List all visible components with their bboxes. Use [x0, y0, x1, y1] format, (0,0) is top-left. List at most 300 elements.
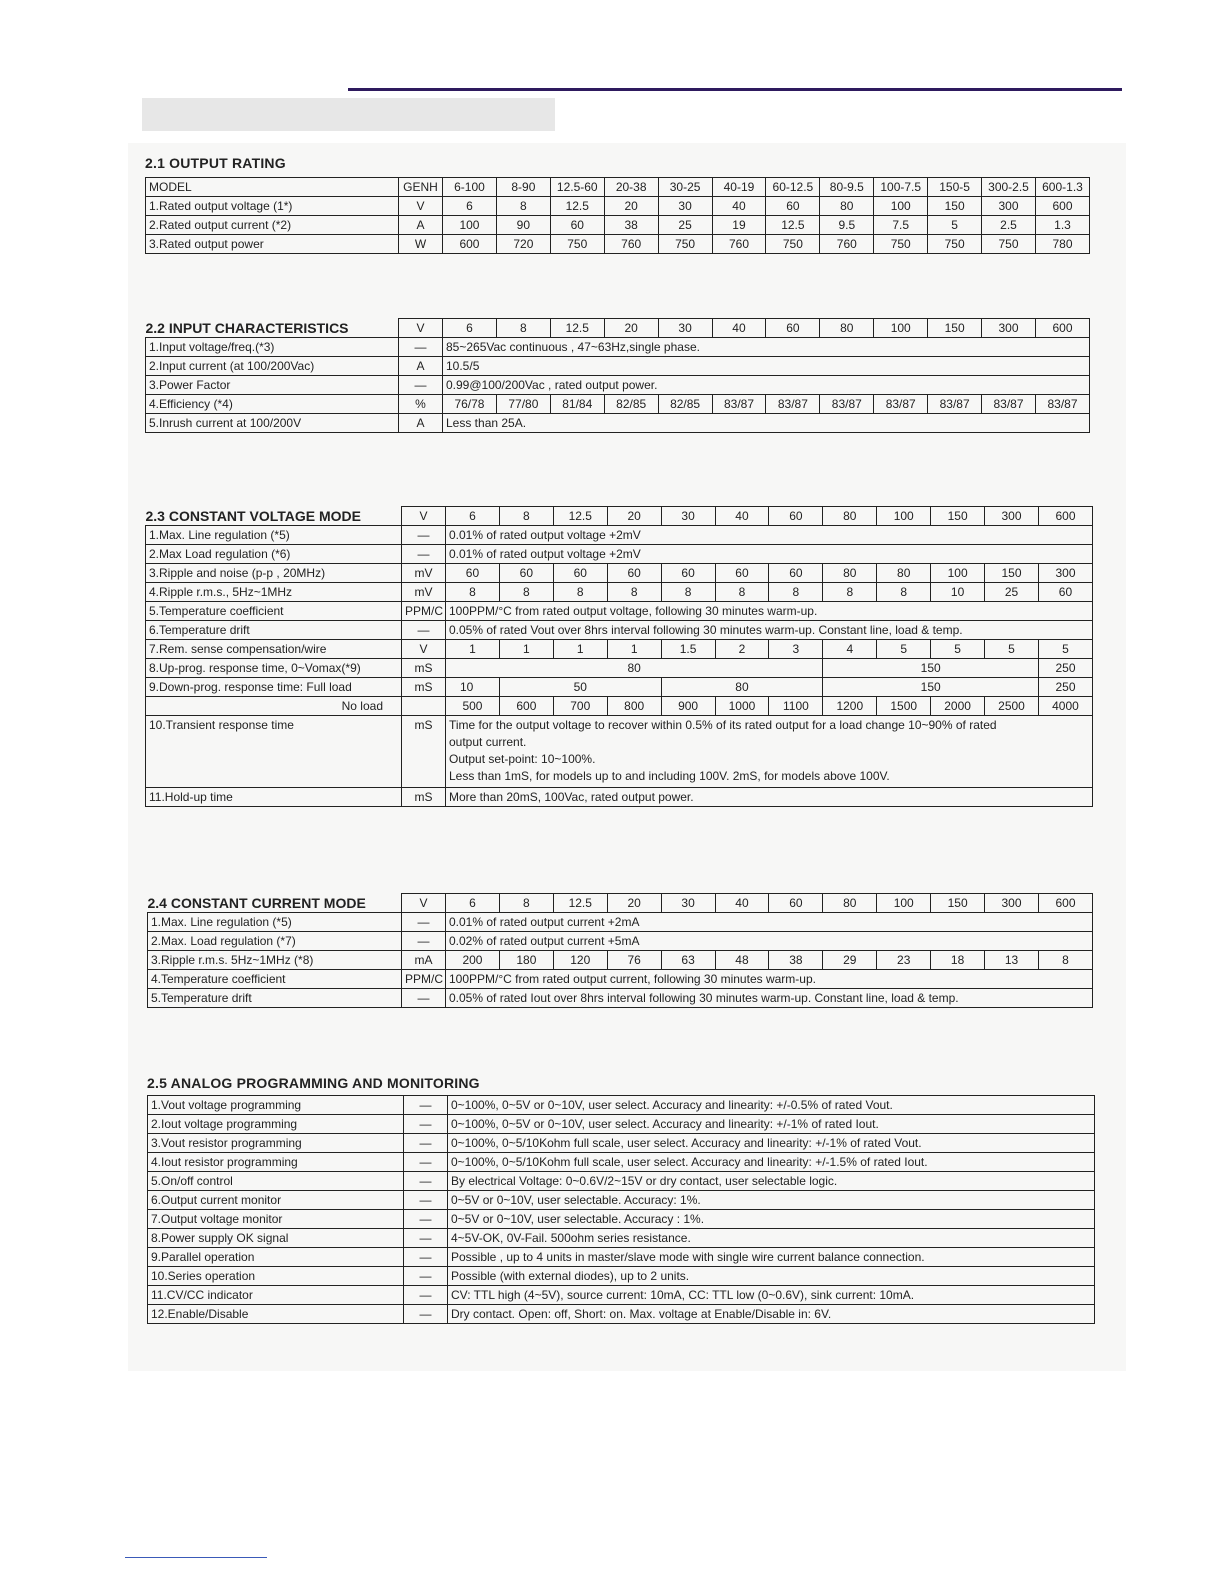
header-row [148, 894, 1093, 913]
output-rating-table [145, 177, 1090, 254]
table-cell: 8.Up-prog. response time, 0~Vomax(*9) [146, 659, 402, 678]
table-cell: 2.5 [982, 216, 1036, 235]
header-cell: 20 [607, 507, 661, 526]
table-cell: 3.Ripple r.m.s. 5Hz~1MHz (*8) [148, 951, 402, 970]
table-cell: 8 [823, 583, 877, 602]
table-cell: 700 [553, 697, 607, 716]
header-cell: 6 [446, 507, 500, 526]
table-cell: 750 [766, 235, 820, 254]
table-cell: mS [402, 678, 446, 697]
header-cell: 60 [769, 507, 823, 526]
table-row [146, 788, 1093, 807]
constant-current-table [147, 893, 1093, 1008]
table-cell: W [399, 235, 443, 254]
header-cell: 20 [604, 319, 658, 338]
table-row [148, 1172, 1095, 1191]
table-cell: No load [146, 697, 402, 716]
section-title: 2.3 CONSTANT VOLTAGE MODE [146, 507, 402, 526]
section-constant-current [147, 893, 1093, 1008]
table-cell: Less than 25A. [443, 414, 1090, 433]
table-cell: 100 [443, 216, 497, 235]
table-cell: 5.Temperature drift [148, 989, 402, 1008]
table-cell: 23 [877, 951, 931, 970]
table-cell: 60 [499, 564, 553, 583]
table-cell: 80 [661, 678, 823, 697]
table-cell: 80 [446, 659, 823, 678]
table-cell: — [404, 1305, 448, 1324]
table-cell: 300 [1038, 564, 1092, 583]
unit-cell: V [399, 319, 443, 338]
table-cell: — [404, 1286, 448, 1305]
table-cell: 1200 [823, 697, 877, 716]
table-cell: 11.CV/CC indicator [148, 1286, 404, 1305]
table-cell: 29 [823, 951, 877, 970]
table-cell: 8.Power supply OK signal [148, 1229, 404, 1248]
table-cell: 150 [823, 659, 1039, 678]
table-cell: 60 [766, 197, 820, 216]
header-cell: 600 [1038, 507, 1092, 526]
table-cell: 2.Iout voltage programming [148, 1115, 404, 1134]
header-row [146, 319, 1090, 338]
table-cell: 600 [1035, 197, 1089, 216]
table-row [148, 913, 1093, 932]
table-cell: 1000 [715, 697, 769, 716]
header-gray-bar [142, 98, 555, 131]
table-cell: 50 [499, 678, 661, 697]
header-row [146, 178, 1090, 197]
header-cell: 150-5 [928, 178, 982, 197]
table-cell: 9.Down-prog. response time: Full load [146, 678, 402, 697]
table-cell: 6.Output current monitor [148, 1191, 404, 1210]
table-cell: 83/87 [820, 395, 874, 414]
table-row [146, 678, 1093, 697]
table-row [148, 970, 1093, 989]
header-cell: 20-38 [604, 178, 658, 197]
header-cell: 40 [712, 319, 766, 338]
constant-voltage-table [145, 506, 1093, 807]
table-cell: 82/85 [658, 395, 712, 414]
table-cell: 0~5V or 0~10V, user selectable. Accuracy: 1%. [448, 1191, 1095, 1210]
table-cell: 1.Input voltage/freq.(*3) [146, 338, 399, 357]
table-cell: PPM/C [402, 602, 446, 621]
table-cell: 600 [499, 697, 553, 716]
header-cell: 30 [661, 894, 715, 913]
table-cell: 83/87 [712, 395, 766, 414]
table-row [148, 1096, 1095, 1115]
table-row [148, 1286, 1095, 1305]
table-cell: 8 [499, 583, 553, 602]
table-cell: — [404, 1153, 448, 1172]
table-cell: — [402, 621, 446, 640]
table-cell: — [404, 1210, 448, 1229]
header-cell: 100 [877, 507, 931, 526]
table-cell: 9.Parallel operation [148, 1248, 404, 1267]
table-cell: 85~265Vac continuous , 47~63Hz,single phase. [443, 338, 1090, 357]
header-cell: 6 [446, 894, 500, 913]
header-cell: 20 [607, 894, 661, 913]
text-line: Time for the output voltage to recover within 0.5% of its rated output for a load change 10~90% of rated [449, 718, 997, 732]
table-cell: — [402, 932, 446, 951]
table-row [148, 1115, 1095, 1134]
table-cell: By electrical Voltage: 0~0.6V/2~15V or dry contact, user selectable logic. [448, 1172, 1095, 1191]
header-cell: 150 [928, 319, 982, 338]
section-title: 2.1 OUTPUT RATING [145, 155, 286, 171]
table-cell: 760 [820, 235, 874, 254]
table-cell: 2.Max Load regulation (*6) [146, 545, 402, 564]
table-cell: 38 [769, 951, 823, 970]
header-cell: 600 [1038, 894, 1092, 913]
table-row [146, 235, 1090, 254]
table-row [146, 197, 1090, 216]
table-cell: 720 [496, 235, 550, 254]
table-cell: 4000 [1038, 697, 1092, 716]
table-cell: — [402, 913, 446, 932]
table-cell: 3.Power Factor [146, 376, 399, 395]
transient-response-text [446, 716, 1093, 788]
table-cell: % [399, 395, 443, 414]
table-cell: 81/84 [550, 395, 604, 414]
table-cell: 10.Transient response time [146, 716, 402, 788]
table-cell: CV: TTL high (4~5V), source current: 10mA, CC: TTL low (0~0.6V), sink current: 10mA. [448, 1286, 1095, 1305]
table-row [148, 1153, 1095, 1172]
table-cell: 5 [931, 640, 985, 659]
table-cell: 150 [985, 564, 1039, 583]
table-cell: 1.Vout voltage programming [148, 1096, 404, 1115]
table-cell: More than 20mS, 100Vac, rated output power. [446, 788, 1093, 807]
table-cell: 5 [985, 640, 1039, 659]
table-cell: 80 [877, 564, 931, 583]
table-cell: — [404, 1248, 448, 1267]
table-cell: 4.Ripple r.m.s., 5Hz~1MHz [146, 583, 402, 602]
table-cell: 0.05% of rated Vout over 8hrs interval following 30 minutes warm-up. Constant line, load & temp. [446, 621, 1093, 640]
table-cell: 60 [715, 564, 769, 583]
table-cell: — [404, 1172, 448, 1191]
table-cell: 18 [931, 951, 985, 970]
table-cell: 4.Efficiency (*4) [146, 395, 399, 414]
header-cell: 600 [1035, 319, 1089, 338]
table-cell: 7.Rem. sense compensation/wire [146, 640, 402, 659]
table-row [148, 1229, 1095, 1248]
table-cell: mA [402, 951, 446, 970]
table-cell: 83/87 [874, 395, 928, 414]
table-cell: 500 [446, 697, 500, 716]
table-cell: 12.5 [766, 216, 820, 235]
table-row [146, 716, 1093, 788]
header-cell: 30 [658, 319, 712, 338]
table-cell: 100PPM/°C from rated output current, following 30 minutes warm-up. [446, 970, 1093, 989]
table-cell: 83/87 [766, 395, 820, 414]
table-cell: 63 [661, 951, 715, 970]
header-cell: 8 [499, 507, 553, 526]
table-row [146, 395, 1090, 414]
table-cell: 8 [496, 197, 550, 216]
table-cell: 60 [553, 564, 607, 583]
table-cell: 1.Max. Line regulation (*5) [148, 913, 402, 932]
analog-programming-table [147, 1095, 1095, 1324]
table-cell: 30 [658, 197, 712, 216]
table-row [146, 357, 1090, 376]
table-cell: 8 [715, 583, 769, 602]
table-cell: 5 [877, 640, 931, 659]
table-cell: — [404, 1115, 448, 1134]
header-cell: 150 [931, 507, 985, 526]
table-cell: Dry contact. Open: off, Short: on. Max. voltage at Enable/Disable in: 6V. [448, 1305, 1095, 1324]
table-row [148, 1210, 1095, 1229]
table-row [148, 951, 1093, 970]
table-cell: 5.Inrush current at 100/200V [146, 414, 399, 433]
table-cell: 0~5V or 0~10V, user selectable. Accuracy : 1%. [448, 1210, 1095, 1229]
table-cell: 60 [1038, 583, 1092, 602]
table-cell: 25 [658, 216, 712, 235]
table-cell: 750 [874, 235, 928, 254]
table-row [146, 545, 1093, 564]
header-cell: 12.5-60 [550, 178, 604, 197]
table-row [146, 659, 1093, 678]
table-cell: PPM/C [402, 970, 446, 989]
header-cell: 150 [931, 894, 985, 913]
table-cell: 40 [712, 197, 766, 216]
table-cell: 4.Temperature coefficient [148, 970, 402, 989]
table-cell: 4.Iout resistor programming [148, 1153, 404, 1172]
table-cell: 750 [982, 235, 1036, 254]
table-cell: 1100 [769, 697, 823, 716]
table-cell: A [399, 414, 443, 433]
table-cell: 60 [661, 564, 715, 583]
table-row [146, 216, 1090, 235]
table-cell: 760 [604, 235, 658, 254]
table-cell: 180 [499, 951, 553, 970]
table-row [146, 526, 1093, 545]
table-cell: 0.99@100/200Vac , rated output power. [443, 376, 1090, 395]
table-cell: 8 [661, 583, 715, 602]
header-cell: 30-25 [658, 178, 712, 197]
header-cell: 60-12.5 [766, 178, 820, 197]
table-cell: Possible , up to 4 units in master/slave mode with single wire current balance connection. [448, 1248, 1095, 1267]
table-cell: 82/85 [604, 395, 658, 414]
header-cell: 100-7.5 [874, 178, 928, 197]
table-cell: 3 [769, 640, 823, 659]
table-cell: — [404, 1191, 448, 1210]
table-cell: 120 [553, 951, 607, 970]
table-cell: — [402, 989, 446, 1008]
table-cell: V [399, 197, 443, 216]
header-cell: 80-9.5 [820, 178, 874, 197]
table-cell: 8 [553, 583, 607, 602]
table-cell: A [399, 216, 443, 235]
header-cell: 8 [499, 894, 553, 913]
unit-cell: V [402, 507, 446, 526]
table-cell: 1500 [877, 697, 931, 716]
header-cell: 40-19 [712, 178, 766, 197]
table-cell: 1.Rated output voltage (1*) [146, 197, 399, 216]
table-row [148, 1248, 1095, 1267]
table-cell: — [404, 1096, 448, 1115]
header-cell: 60 [769, 894, 823, 913]
table-cell: 1 [499, 640, 553, 659]
table-row [146, 583, 1093, 602]
table-cell: 6.Temperature drift [146, 621, 402, 640]
section-analog-programming [147, 1075, 1095, 1324]
table-cell: 8 [1038, 951, 1092, 970]
table-cell: 1.3 [1035, 216, 1089, 235]
table-cell: 5 [1038, 640, 1092, 659]
table-cell: 2000 [931, 697, 985, 716]
table-cell: 2 [715, 640, 769, 659]
table-cell: 150 [823, 678, 1039, 697]
header-cell: 300 [985, 507, 1039, 526]
table-cell: 100PPM/°C from rated output voltage, following 30 minutes warm-up. [446, 602, 1093, 621]
table-cell: 8 [607, 583, 661, 602]
table-cell: 83/87 [982, 395, 1036, 414]
table-cell: 8 [769, 583, 823, 602]
unit-cell: V [402, 894, 446, 913]
table-cell: 780 [1035, 235, 1089, 254]
table-cell: 750 [658, 235, 712, 254]
table-row [146, 564, 1093, 583]
header-cell: 12.5 [553, 894, 607, 913]
table-row [146, 338, 1090, 357]
table-cell: 5.On/off control [148, 1172, 404, 1191]
header-cell: 8 [496, 319, 550, 338]
header-cell: GENH [399, 178, 443, 197]
table-cell: 0.01% of rated output current +2mA [446, 913, 1093, 932]
table-cell: 38 [604, 216, 658, 235]
header-cell: 60 [766, 319, 820, 338]
table-cell: 1.5 [661, 640, 715, 659]
input-characteristics-table [145, 318, 1090, 433]
table-cell: 83/87 [928, 395, 982, 414]
table-cell: 11.Hold-up time [146, 788, 402, 807]
table-cell: 6 [443, 197, 497, 216]
section-title: 2.2 INPUT CHARACTERISTICS [146, 319, 399, 338]
table-cell: 7.5 [874, 216, 928, 235]
table-cell: 0.02% of rated output current +5mA [446, 932, 1093, 951]
table-cell: 7.Output voltage monitor [148, 1210, 404, 1229]
header-cell: 8-90 [496, 178, 550, 197]
table-row [148, 1267, 1095, 1286]
table-cell: 600 [443, 235, 497, 254]
table-cell: 0~100%, 0~5/10Kohm full scale, user select. Accuracy and linearity: +/-1.5% of rated Iout. [448, 1153, 1095, 1172]
header-cell: 100 [877, 894, 931, 913]
table-cell: 3.Rated output power [146, 235, 399, 254]
table-cell: 60 [550, 216, 604, 235]
table-cell: 10.5/5 [443, 357, 1090, 376]
table-cell: 750 [928, 235, 982, 254]
table-cell: 60 [769, 564, 823, 583]
footnote-rule [125, 1557, 267, 1558]
table-cell: 25 [985, 583, 1039, 602]
table-row [146, 602, 1093, 621]
table-cell: 12.Enable/Disable [148, 1305, 404, 1324]
table-cell: 0.01% of rated output voltage +2mV [446, 526, 1093, 545]
table-cell: 100 [874, 197, 928, 216]
table-cell: 8 [877, 583, 931, 602]
table-cell: 4~5V-OK, 0V-Fail. 500ohm series resistance. [448, 1229, 1095, 1248]
table-cell: 1 [607, 640, 661, 659]
table-cell: 12.5 [550, 197, 604, 216]
table-row [148, 1305, 1095, 1324]
table-cell: 76/78 [443, 395, 497, 414]
table-row [148, 1191, 1095, 1210]
table-cell: 19 [712, 216, 766, 235]
table-cell: 4 [823, 640, 877, 659]
table-cell: 5.Temperature coefficient [146, 602, 402, 621]
header-cell: 80 [823, 507, 877, 526]
header-rule [348, 88, 1122, 91]
table-cell: 900 [661, 697, 715, 716]
table-cell: 80 [823, 564, 877, 583]
section-constant-voltage [145, 506, 1093, 807]
table-cell: 0~100%, 0~5V or 0~10V, user select. Accuracy and linearity: +/-1% of rated Iout. [448, 1115, 1095, 1134]
table-row [146, 414, 1090, 433]
table-cell: 760 [712, 235, 766, 254]
header-cell: 40 [715, 507, 769, 526]
table-cell: V [402, 640, 446, 659]
table-cell: 60 [607, 564, 661, 583]
table-cell: 200 [446, 951, 500, 970]
table-cell: 750 [550, 235, 604, 254]
header-cell: 300 [985, 894, 1039, 913]
table-cell: — [404, 1134, 448, 1153]
table-cell: 90 [496, 216, 550, 235]
section-output-rating [145, 155, 1090, 254]
table-cell: — [402, 545, 446, 564]
table-cell: 10.Series operation [148, 1267, 404, 1286]
table-cell: 250 [1038, 678, 1092, 697]
table-row [148, 1134, 1095, 1153]
table-cell: 800 [607, 697, 661, 716]
section-input-characteristics [145, 318, 1090, 433]
table-cell: 150 [928, 197, 982, 216]
table-cell: 48 [715, 951, 769, 970]
header-cell: 6-100 [443, 178, 497, 197]
table-cell: A [399, 357, 443, 376]
table-cell: 1 [553, 640, 607, 659]
table-row [148, 932, 1093, 951]
section-title: 2.5 ANALOG PROGRAMMING AND MONITORING [147, 1075, 480, 1091]
table-cell: 0~100%, 0~5V or 0~10V, user select. Accuracy and linearity: +/-0.5% of rated Vout. [448, 1096, 1095, 1115]
table-cell: 80 [820, 197, 874, 216]
text-line: Less than 1mS, for models up to and including 100V. 2mS, for models above 100V. [449, 769, 890, 783]
header-cell: 300 [982, 319, 1036, 338]
table-cell: 2.Input current (at 100/200Vac) [146, 357, 399, 376]
section-title: 2.4 CONSTANT CURRENT MODE [148, 894, 402, 913]
table-cell: 10 [931, 583, 985, 602]
table-cell: — [402, 526, 446, 545]
text-line: Output set-point: 10~100%. [449, 752, 596, 766]
table-cell: 300 [982, 197, 1036, 216]
table-cell: 9.5 [820, 216, 874, 235]
header-cell: 80 [820, 319, 874, 338]
table-cell: 60 [446, 564, 500, 583]
table-cell: 10 [446, 678, 500, 697]
table-row [146, 376, 1090, 395]
header-cell: 100 [874, 319, 928, 338]
table-cell: 100 [931, 564, 985, 583]
header-cell: 6 [443, 319, 497, 338]
table-cell: 8 [446, 583, 500, 602]
table-row [146, 621, 1093, 640]
table-cell: 2500 [985, 697, 1039, 716]
header-cell: 600-1.3 [1035, 178, 1089, 197]
table-cell: — [399, 338, 443, 357]
table-cell: 3.Vout resistor programming [148, 1134, 404, 1153]
table-row [146, 697, 1093, 716]
header-row [146, 507, 1093, 526]
table-cell: 3.Ripple and noise (p-p , 20MHz) [146, 564, 402, 583]
table-cell: mV [402, 564, 446, 583]
table-cell: 2.Max. Load regulation (*7) [148, 932, 402, 951]
